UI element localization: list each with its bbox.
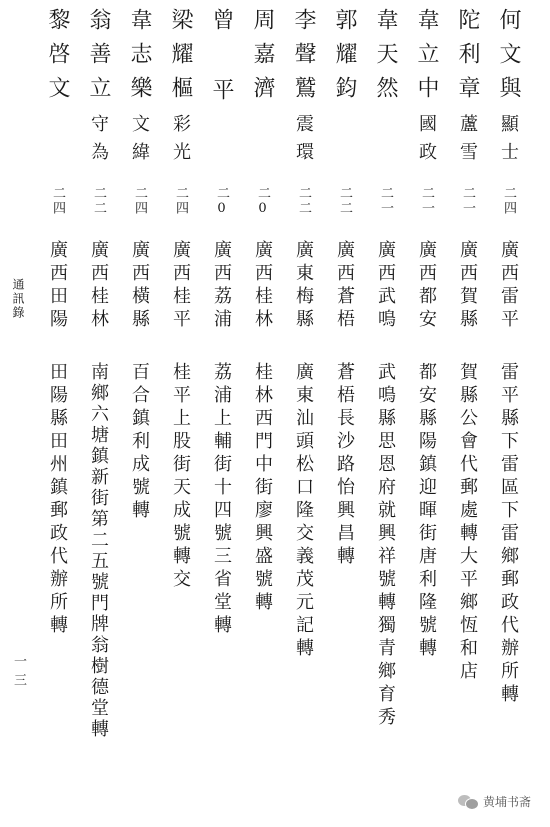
entry-name: 何文與 [496, 8, 521, 110]
entry-courtesy-name: 文緯 [129, 114, 150, 170]
entry-name: 韋志樂 [127, 8, 152, 110]
entry-address: 蒼梧長沙路怡興昌轉 [334, 362, 355, 569]
watermark [452, 788, 537, 814]
entry-address: 都安縣陽鎮迎暉街唐利隆號轉 [416, 362, 437, 661]
entry-courtesy-name: 國政 [416, 114, 437, 170]
entry-column [326, 0, 362, 827]
entry-courtesy-name: 蘆雪 [457, 114, 478, 170]
entry-column [39, 0, 75, 827]
entry-column [121, 0, 157, 827]
entry-native-place: 廣西荔浦 [211, 240, 232, 332]
entry-column [367, 0, 403, 827]
entry-name: 陀利章 [455, 8, 480, 110]
entry-age: 二四 [132, 186, 147, 216]
entry-age: 二二 [91, 186, 106, 216]
entry-name: 曾平 [209, 8, 234, 148]
entry-age: 二一 [419, 186, 434, 216]
entry-name: 翁善立 [86, 8, 111, 110]
entry-name: 韋天然 [373, 8, 398, 110]
entry-native-place: 廣西桂林 [88, 240, 109, 332]
entry-native-place: 廣西蒼梧 [334, 240, 355, 332]
entry-courtesy-name: 守為 [88, 114, 109, 170]
chat-bubble-icon [458, 793, 478, 809]
page-number: 一三 [11, 654, 26, 692]
entry-age: 二二 [296, 186, 311, 216]
entry-age: 二一 [378, 186, 393, 216]
entry-address: 百合鎮利成號轉 [129, 362, 150, 523]
entry-age: 二二 [337, 186, 352, 216]
entry-native-place: 廣西都安 [416, 240, 437, 332]
entry-age: 二四 [501, 186, 516, 216]
entry-address: 田陽縣田州鎮郵政代辦所轉 [47, 362, 68, 638]
entry-address: 桂林西門中街廖興盛號轉 [252, 362, 273, 615]
entry-address: 賀縣公會代郵處轉大平鄉恆和店 [457, 362, 478, 684]
entry-name: 韋立中 [414, 8, 439, 110]
entry-address: 武鳴縣思恩府就興祥號轉獨青鄉育秀 [375, 362, 396, 730]
entry-column [285, 0, 321, 827]
entry-age: 二0 [255, 186, 270, 218]
entry-native-place: 廣西雷平 [498, 240, 519, 332]
entry-column [80, 0, 116, 827]
entry-age: 二0 [214, 186, 229, 218]
entry-native-place: 廣東梅縣 [293, 240, 314, 332]
entry-name: 梁耀樞 [168, 8, 193, 110]
entry-name: 周嘉濟 [250, 8, 275, 110]
entry-address: 桂平上股街天成號轉交 [170, 362, 191, 592]
entry-native-place: 廣西橫縣 [129, 240, 150, 332]
entry-column [490, 0, 526, 827]
entry-column [408, 0, 444, 827]
entry-address: 廣東汕頭松口隆交義茂元記轉 [293, 362, 314, 661]
entry-address: 雷平縣下雷區下雷鄉郵政代辦所轉 [498, 362, 519, 707]
entry-native-place: 廣西桂平 [170, 240, 191, 332]
entry-name: 郭耀鈞 [332, 8, 357, 110]
entry-column [203, 0, 239, 827]
entry-courtesy-name: 彩光 [170, 114, 191, 170]
entry-column [244, 0, 280, 827]
entry-name: 黎啓文 [45, 8, 70, 110]
entry-courtesy-name: 震環 [293, 114, 314, 170]
entry-column [162, 0, 198, 827]
entry-age: 二一 [460, 186, 475, 216]
entry-column [449, 0, 485, 827]
entry-address: 荔浦上輔街十四號三省堂轉 [211, 362, 232, 638]
entry-native-place: 廣西田陽 [47, 240, 68, 332]
entry-age: 二四 [50, 186, 65, 216]
entry-native-place: 廣西武鳴 [375, 240, 396, 332]
watermark-text: 黄埔书斋 [483, 794, 532, 809]
entry-name: 李聲鷲 [291, 8, 316, 110]
entry-courtesy-name: 顯士 [498, 114, 519, 170]
entry-native-place: 廣西桂林 [252, 240, 273, 332]
entry-address: 南鄉六塘鎮新街第二五號門牌翁樹德堂轉 [88, 362, 109, 740]
margin-section-label: 通訊錄 [11, 278, 25, 320]
entry-native-place: 廣西賀縣 [457, 240, 478, 332]
entry-age: 二四 [173, 186, 188, 216]
